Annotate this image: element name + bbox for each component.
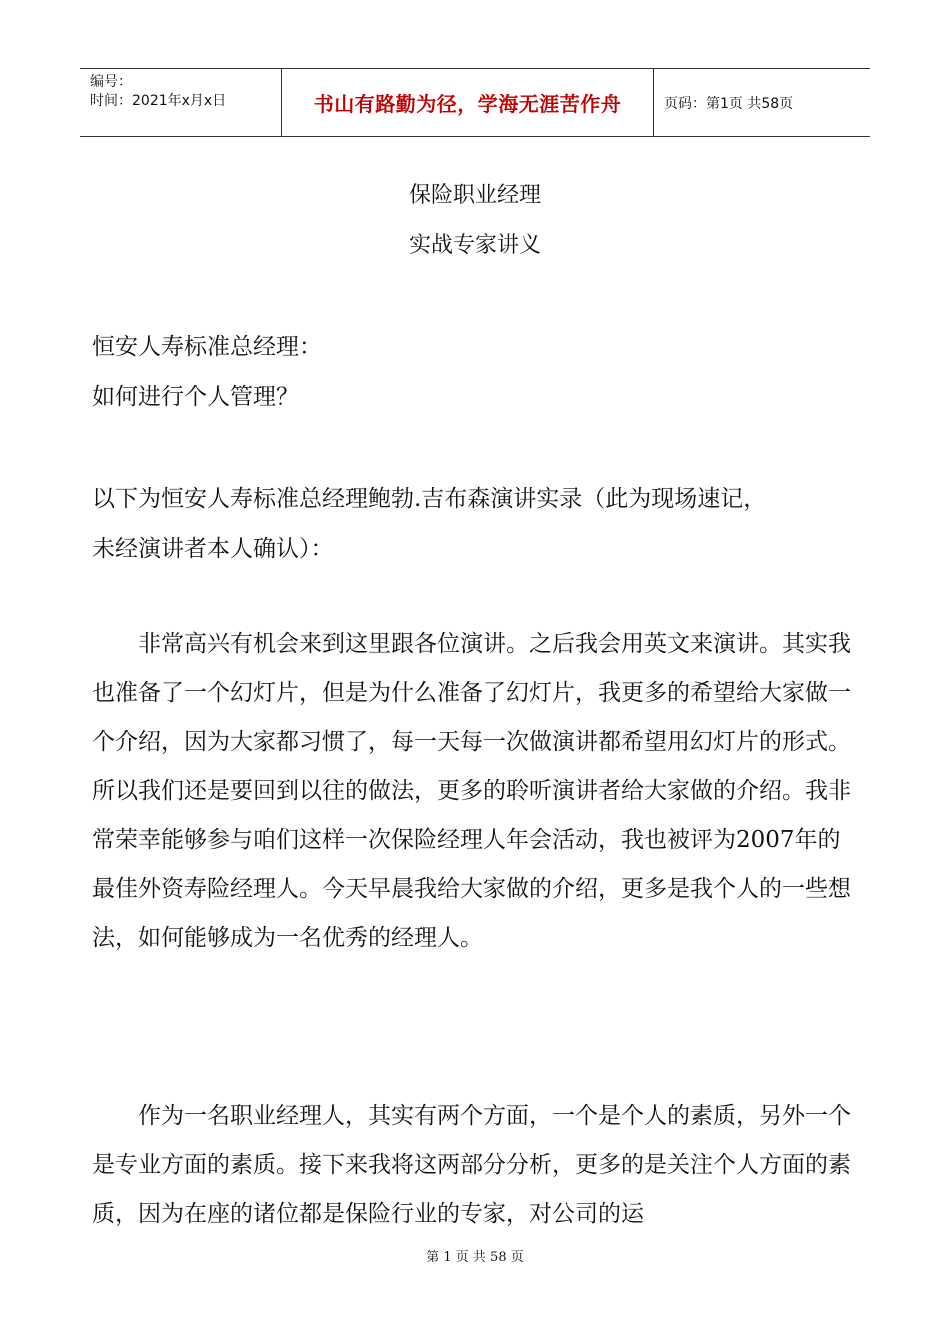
paragraph-text: 非常高兴有机会来到这里跟各位演讲。之后我会用英文来演讲。其实我也准备了一个幻灯片，但是为什么准备了幻灯片，我更多的希望给大家做一个介绍，因为大家都习惯了，每一天每一次做演讲都希望用幻灯片的形式。所以我们还是要回到以往的做法，更多的聆听演讲者给大家做的介绍。我非常荣幸能够参与咱们这样一次保险经理人年会活动，我也被评为2007年的最佳外资寿险经理人。今天早晨我给大家做的介绍，更多是我个人的一些想法，如何能够成为一名优秀的经理人。 [92,631,851,951]
header-motto-cell [282,69,654,136]
page-footer: 第 1 页 共 58 页 [426,1250,524,1265]
doc-number-label: 编号： [90,74,132,90]
doc-time-label: 时间：2021年x月x日 [90,93,227,109]
body-paragraph-2 [92,1092,862,1239]
document-title-line1: 保险职业经理 [408,183,541,208]
page-header [80,68,870,137]
document-title-line2: 实战专家讲义 [408,233,541,258]
header-page-code: 页码：第1页 共58页 [664,95,794,112]
header-page-code-cell [654,69,870,136]
header-meta [80,69,282,136]
preface-line2: 未经演讲者本人确认）： [92,536,334,562]
body-paragraph-1 [92,620,862,963]
intro-line2: 如何进行个人管理？ [92,384,299,410]
preface-line1: 以下为恒安人寿标准总经理鲍勃.吉布森演讲实录（此为现场速记， [92,486,767,512]
intro-line1: 恒安人寿标准总经理： [92,334,322,360]
paragraph-text: 作为一名职业经理人，其实有两个方面，一个是个人的素质，另外一个是专业方面的素质。接下来我将这两部分分析，更多的是关注个人方面的素质，因为在座的诸位都是保险行业的专家，对公司的运 [92,1103,851,1227]
header-motto: 书山有路勤为径，学海无涯苦作舟 [313,92,622,116]
